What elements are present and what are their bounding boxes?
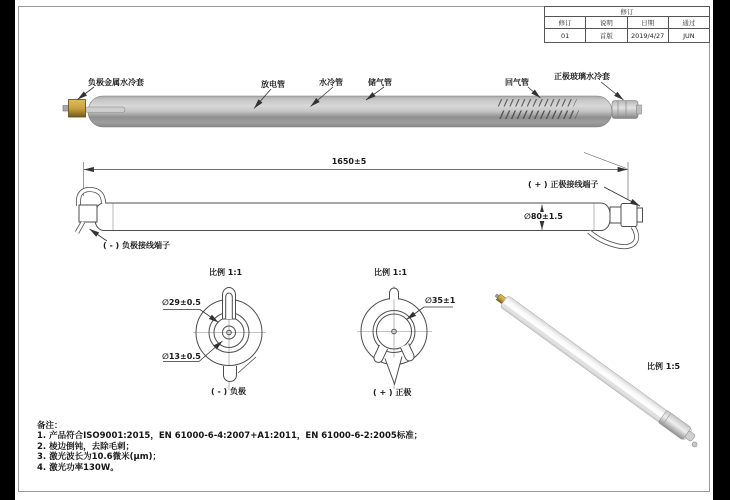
revision-table: [544, 6, 710, 43]
rev-col-approved: 通过: [668, 17, 709, 29]
note-line-4: 4. 激光功率130W。: [37, 462, 119, 473]
note-line-2: 2. 棱边倒钝，去除毛刺；: [37, 441, 135, 452]
outline-drawing: [77, 153, 643, 247]
label-neg-metal-jacket: 负极金属水冷套: [88, 78, 144, 87]
dim-overall-length: 1650±5: [331, 157, 367, 166]
label-gas-storage-tube: 储气管: [368, 78, 392, 87]
label-discharge-tube: 放电管: [261, 80, 285, 89]
label-water-cooling-tube: 水冷管: [319, 78, 343, 87]
note-line-1: 1. 产品符合ISO9001:2015，EN 61000-6-4:2007+A1:2011，EN 61000-6-2:2005标准；: [37, 431, 423, 442]
notes-block: [37, 421, 422, 473]
dim-neg-inner: ∅13±0.5: [162, 352, 201, 361]
revision-title: 修订: [545, 7, 710, 17]
letterbox-right: [713, 0, 730, 500]
rev-col-description: 说明: [586, 17, 627, 29]
dim-pos-inner: ∅35±1: [425, 296, 456, 305]
revision-row: [545, 29, 710, 43]
caption-negative-electrode: ( - ) 负极: [211, 387, 246, 396]
neg-metal-jacket-part: [69, 100, 86, 118]
letterbox-left: [0, 0, 15, 500]
rev-col-revision: 修订: [545, 17, 586, 29]
scale-iso-view: 比例 1:5: [647, 362, 681, 371]
rev-cell-date: 2019/4/27: [627, 29, 668, 43]
label-pos-glass-jacket: 正极玻璃水冷套: [554, 72, 610, 81]
assembly-3d-view: [63, 82, 642, 127]
rev-cell-approved: JUN: [668, 29, 709, 43]
label-gas-return-tube: 回气管: [505, 78, 529, 87]
pos-glass-jacket-part: [612, 101, 638, 119]
rev-cell-description: 首版: [586, 29, 627, 43]
rev-cell-number: 01: [545, 29, 586, 43]
rev-col-date: 日期: [627, 17, 668, 29]
scale-detail-positive: 比例 1:1: [374, 268, 408, 277]
caption-positive-electrode: ( + ) 正极: [373, 388, 412, 397]
dim-neg-outer: ∅29±0.5: [162, 298, 201, 307]
label-pos-terminal: ( + ) 正极接线端子: [528, 180, 599, 189]
dim-tube-diameter: ∅80±1.5: [524, 212, 563, 221]
notes-title: 备注：: [37, 421, 63, 431]
scale-detail-negative: 比例 1:1: [209, 268, 243, 277]
note-line-3: 3. 激光波长为10.6微米(μm)；: [37, 452, 161, 463]
label-neg-terminal: ( - ) 负极接线端子: [103, 241, 170, 250]
